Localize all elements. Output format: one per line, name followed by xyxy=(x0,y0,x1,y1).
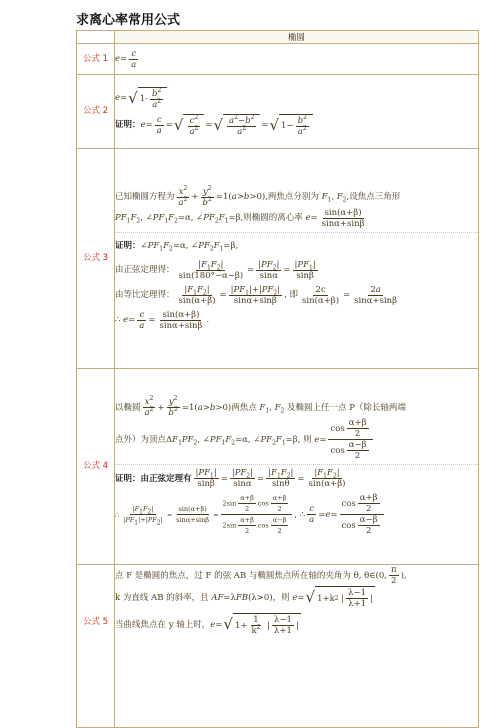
formula-1-equation: e= $\frac{c}{a}$ xyxy=(115,48,137,70)
formula-4-content: 以椭圆 $\frac{x^2}{a^2}$ + $\frac{y^2}{b^2}$ =1(a>b>0) 两焦点 $F_1$, $F_2$ 及椭圆上任一点 P（除长轴两端 点外）为顶点 $\Delta F_1PF_2$, $\angle PF_1F_2=\alpha$, $\angle PF_2F_1=\beta$, 则 e= cos $\frac{\alpha+\beta}{2}$ cos $\frac{\alpha-\beta}{2}$ 证明：由正弦定理有 $\frac{|PF_1|}{\sin\beta}$ = $\frac{|PF_2|}{\sin\alpha}$ = $\frac{|F_1F_2|}{\sin\theta}$ = $\frac{|F_1F_2|}{\sin(\alpha+\beta)}$ ∴ $\frac{|F_1F_2|}{|PF_1|+|PF_2|}$ = $\frac{\sin(\alpha+\beta)}{\sin\alpha+\sin\beta}$ = 2sin $\frac{\alpha+\beta}{2}$ cos $\frac{\alpha+\beta}{2}$ 2sin $\frac{\alpha+\beta}{2}$ cos $\frac{\alpha-\beta}{2}$ , ∴ $\frac{c}{a}$ =e= cos $\frac{\alpha+\beta}{2}$ cos $\frac{\alpha-\beta}{2}$ xyxy=(115,369,479,565)
formula-3-content: 已知椭圆方程为 $\frac{x^2}{a^2}$ + $\frac{y^2}{b^2}$ =1(a>b>0), 两焦点分别为 $F_1$, $F_2$, 设焦点三角形 $PF_1F_2$, $\angle PF_1F_2=\alpha$, $\angle PF_2F_1=\beta$, 则椭圆的离心率 e= $\frac{\sin(\alpha+\beta)}{\sin\alpha+\sin\beta}$ 证明： $\angle PF_1F_2=\alpha$, $\angle PF_2F_1=\beta$, 由正弦定理得： $\frac{|F_1F_2|}{\sin(180^\circ-\alpha-\beta)}$ = $\frac{|PF_2|}{\sin\alpha}$ = $\frac{|PF_1|}{\sin\beta}$ 由等比定理得： $\frac{|F_1F_2|}{\sin(\alpha+\beta)}$ = $\frac{|PF_1|+|PF_2|}{\sin\alpha+\sin\beta}$ , 即 $\frac{2c}{\sin(\alpha+\beta)}$ = $\frac{2a}{\sin\alpha+\sin\beta}$ ∴ e= $\frac{c}{a}$ = $\frac{\sin(\alpha+\beta)}{\sin\alpha+\sin\beta}$ . xyxy=(115,149,479,369)
formula-label: 公式 5 xyxy=(77,565,115,728)
formula-row-5 xyxy=(77,565,479,728)
formula-row-1 xyxy=(77,44,479,75)
formula-2-equation: e= √ 1- $\frac{b^2}{a^2}$ xyxy=(115,87,478,110)
page-title: 求离心率常用公式 xyxy=(76,13,181,28)
formula-5-content: 点 F 是椭圆的焦点，过 F 的弦 AB 与椭圆焦点所在轴的夹角为 θ, θ∈(0, $\frac{\pi}{2}$ ), k 为直线 AB 的斜率，且 AF=λFB(λ>0) ，则 e= √ 1+k 2 | $\frac{\lambda-1}{\lambda+1}$ | 当曲线焦点在 y 轴上时， e= √ 1+ $\frac{1}{k^2}$ | $\frac{\lambda-1}{\lambda+1}$ | xyxy=(115,565,479,728)
formula-table xyxy=(76,30,479,728)
formula-row-3 xyxy=(77,149,479,369)
formula-label: 公式 3 xyxy=(77,149,115,369)
formula-row-4 xyxy=(77,369,479,565)
column-header: 椭圆 xyxy=(115,31,479,44)
formula-1-content xyxy=(115,44,479,75)
formula-label: 公式 2 xyxy=(77,75,115,149)
formula-label: 公式 1 xyxy=(77,44,115,75)
formula-2-content xyxy=(115,75,479,149)
formula-row-2 xyxy=(77,75,479,149)
formula-2-proof: 证明： e= $\frac{c}{a}$ = √ $\frac{c^2}{a^2}$ = √ $\frac{a^2-b^2}{a^2}$ = √ 1− $\frac{b^2}{a^2}$ xyxy=(115,114,478,137)
formula-label: 公式 4 xyxy=(77,369,115,565)
